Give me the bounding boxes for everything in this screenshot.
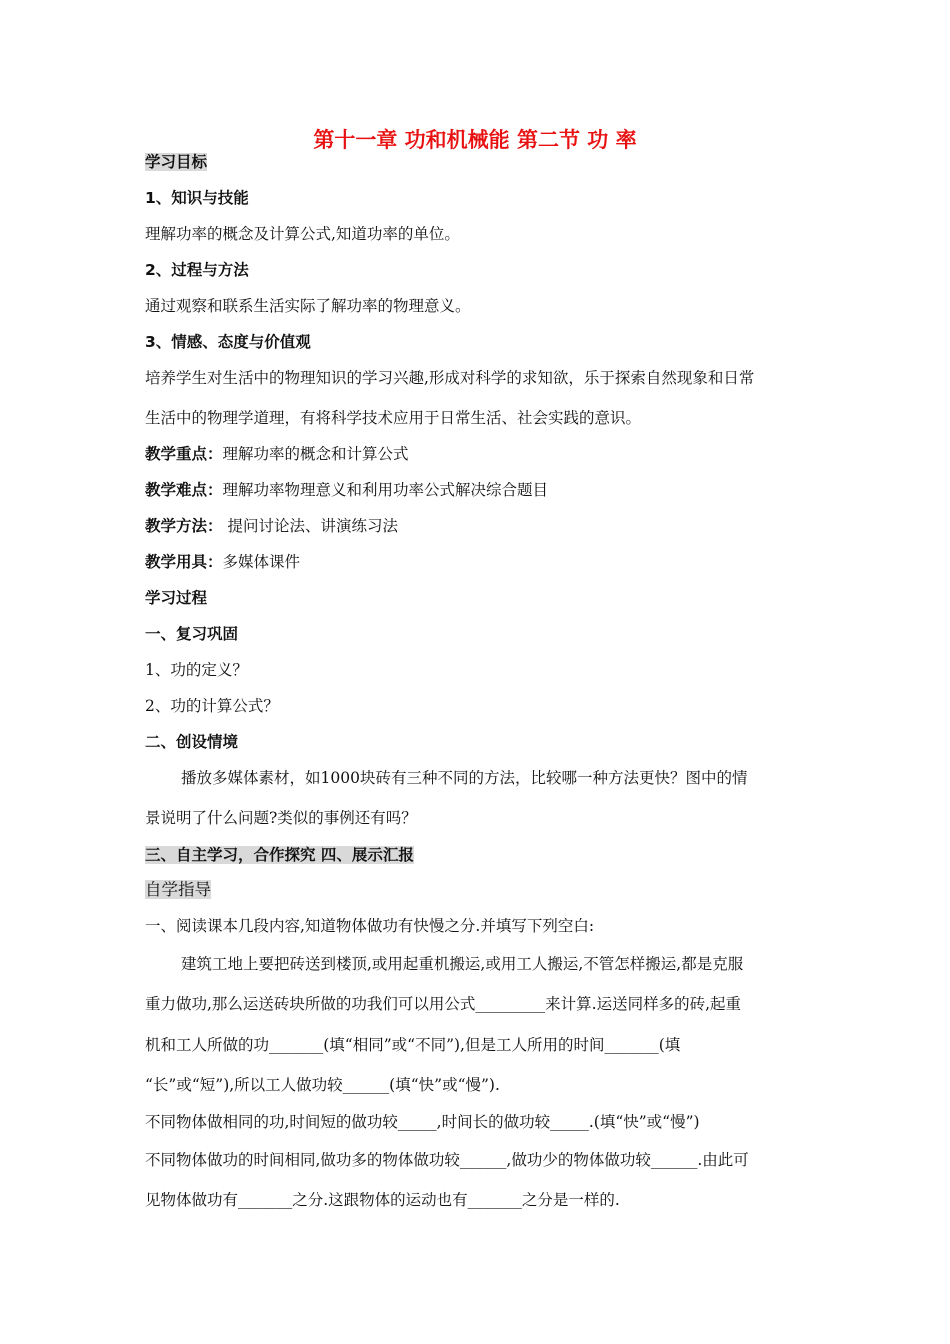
self-study-heading [145,845,414,865]
goal-3-text-line-2: 生活中的物理学道理，有将科学技术应用于日常生活、社会实践的意识。 [145,409,642,427]
goal-2-text: 通过观察和联系生活实际了解功率的物理意义。 [145,297,471,315]
scenario-text-line-2: 景说明了什么问题?类似的事例还有吗？ [145,809,417,827]
paragraph-line-1: 建筑工地上要把砖送到楼顶,或用起重机搬运,或用工人搬运,不管怎样搬运,都是克服 [181,955,744,973]
scenario-text-line-1: 播放多媒体素材，如1000块砖有三种不同的方法，比较哪一种方法更快？图中的情 [181,769,748,787]
teaching-tools [145,552,300,572]
paragraph-line-2: 重力做功,那么运送砖块所做的功我们可以用公式_________来计算.运送同样多的砖,起重 [145,995,742,1013]
teaching-difficulty-label: 教学难点： [145,481,223,499]
guide-heading-text: 自学指导 [145,880,211,899]
goal-3-heading: 3、情感、态度与价值观 [145,333,311,351]
teaching-difficulty-text: 理解功率物理意义和利用功率公式解决综合题目 [222,481,549,499]
goal-2-heading: 2、过程与方法 [145,261,249,279]
review-question-2: 2、功的计算公式？ [145,697,279,715]
task-intro: 一、阅读课本几段内容,知道物体做功有快慢之分.并填写下列空白: [145,917,595,935]
teaching-focus-text: 理解功率的概念和计算公式 [222,445,409,463]
paragraph-line-4: “长”或“短”),所以工人做功较______(填“快”或“慢”). [145,1076,500,1094]
goal-1-text: 理解功率的概念及计算公式,知道功率的单位。 [145,225,460,243]
paragraph-line-5: 不同物体做相同的功,时间短的做功较_____,时间长的做功较_____.(填“快”或“慢”) [145,1113,700,1131]
guide-heading [145,880,211,900]
teaching-method-label: 教学方法： [145,517,223,535]
paragraph-line-3: 机和工人所做的功_______(填“相同”或“不同”),但是工人所用的时间_______(填 [145,1036,681,1054]
teaching-focus [145,444,409,464]
paragraph-line-6: 不同物体做功的时间相同,做功多的物体做功较______,做功少的物体做功较______.由此可 [145,1151,749,1169]
goals-heading-text: 学习目标 [145,153,208,171]
process-heading: 学习过程 [145,589,208,607]
teaching-tools-text: 多媒体课件 [222,553,301,571]
teaching-tools-label: 教学用具： [145,553,223,571]
teaching-method [145,516,398,536]
goal-1-heading: 1、知识与技能 [145,189,249,207]
review-question-1: 1、功的定义？ [145,661,248,679]
paragraph-line-7: 见物体做功有_______之分.这跟物体的运动也有_______之分是一样的. [145,1191,620,1209]
review-heading: 一、复习巩固 [145,625,239,643]
scenario-heading: 二、创设情境 [145,733,239,751]
goal-3-text-line-1: 培养学生对生活中的物理知识的学习兴趣,形成对科学的求知欲，乐于探索自然现象和日常 [145,369,755,387]
teaching-focus-label: 教学重点： [145,445,223,463]
teaching-difficulty [145,480,548,500]
self-study-heading-text: 三、自主学习，合作探究 四、展示汇报 [145,846,414,864]
page-title: 第十一章 功和机械能 第二节 功 率 [313,128,637,152]
teaching-method-text: 提问讨论法、讲演练习法 [222,517,398,535]
goals-heading [145,152,207,172]
